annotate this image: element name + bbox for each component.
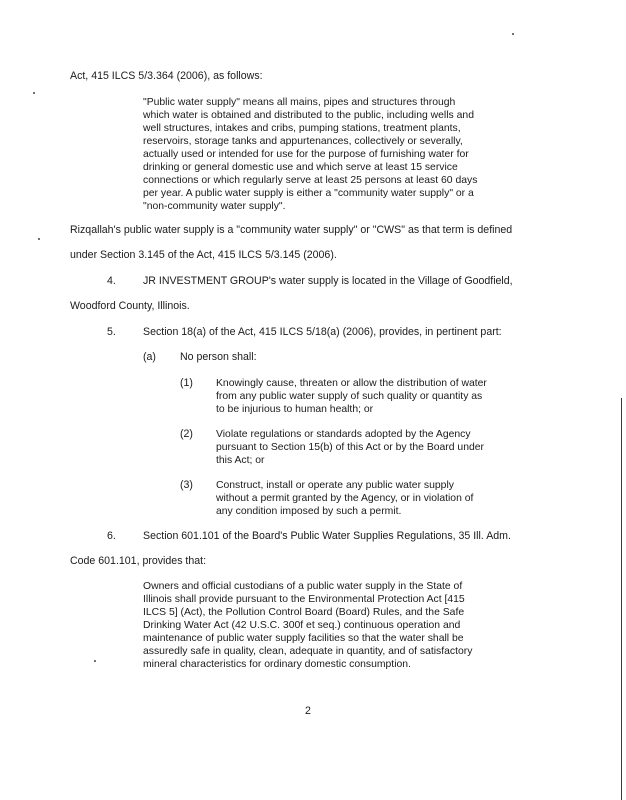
paragraph-4-line: Woodford County, Illinois. — [70, 300, 190, 312]
paragraph-5-line: Section 18(a) of the Act, 415 ILCS 5/18(a) (2006), provides, in pertinent part: — [143, 326, 502, 338]
regulation-quote-line: ILCS 5] (Act), the Pollution Control Board (Board) Rules, and the Safe — [143, 607, 465, 618]
item-line: Construct, install or operate any public water supply — [216, 480, 454, 491]
definition-quote-line: "non-community water supply". — [143, 201, 286, 212]
regulation-quote-line: Owners and official custodians of a public water supply in the State of — [143, 581, 463, 592]
page-number: 2 — [305, 705, 311, 717]
paragraph-number: 5. — [107, 326, 116, 338]
cws-paragraph-line: under Section 3.145 of the Act, 415 ILCS 5/3.145 (2006). — [70, 249, 337, 261]
paragraph-4-line: JR INVESTMENT GROUP's water supply is located in the Village of Goodfield, — [143, 275, 513, 287]
scan-speck — [38, 238, 40, 240]
scan-speck — [33, 92, 35, 94]
paragraph-number: 4. — [107, 275, 116, 287]
item-line: this Act; or — [216, 455, 265, 466]
item-line: Violate regulations or standards adopted by the Agency — [216, 429, 471, 440]
item-line: without a permit granted by the Agency, or in violation of — [216, 493, 474, 504]
item-number: (2) — [180, 428, 193, 440]
item-line: from any public water supply of such quality or quantity as — [216, 391, 483, 402]
definition-quote-line: well structures, intakes and cribs, pumping stations, treatment plants, — [143, 123, 461, 134]
regulation-quote-line: mineral characteristics for ordinary domestic consumption. — [143, 659, 411, 670]
intro-line: Act, 415 ILCS 5/3.364 (2006), as follows: — [70, 70, 263, 82]
regulation-quote-line: Illinois shall provide pursuant to the Environmental Protection Act [415 — [143, 594, 465, 605]
regulation-quote-line: maintenance of public water supply facilities so that the water shall be — [143, 633, 464, 644]
regulation-quote-line: assuredly safe in quality, clean, adequate in quantity, and of satisfactory — [143, 646, 473, 657]
item-number: (3) — [180, 479, 193, 491]
definition-quote-line: connections or which regularly serve at least 25 persons at least 60 days — [143, 175, 478, 186]
scan-speck — [512, 33, 514, 35]
subsection-text: No person shall: — [180, 351, 257, 363]
definition-quote-line: reservoirs, storage tanks and appurtenances, collectively or severally, — [143, 136, 463, 147]
definition-quote-line: per year. A public water supply is either a "community water supply" or a — [143, 188, 474, 199]
item-line: pursuant to Section 15(b) of this Act or by the Board under — [216, 442, 485, 453]
definition-quote-line: "Public water supply" means all mains, pipes and structures through — [143, 97, 456, 108]
regulation-quote-line: Drinking Water Act (42 U.S.C. 300f et seq.) continuous operation and — [143, 620, 461, 631]
scan-speck — [94, 660, 96, 662]
scan-edge-line — [621, 398, 622, 800]
item-line: Knowingly cause, threaten or allow the distribution of water — [216, 378, 487, 389]
cws-paragraph-line: Rizqallah's public water supply is a "community water supply" or "CWS" as that term is defined — [70, 224, 513, 236]
definition-quote-line: actually used or intended for use for the purpose of furnishing water for — [143, 149, 469, 160]
definition-quote-line: which water is obtained and distributed to the public, including wells and — [143, 110, 474, 121]
subsection-label: (a) — [143, 351, 156, 363]
paragraph-6-line: Section 601.101 of the Board's Public Water Supplies Regulations, 35 Ill. Adm. — [143, 530, 511, 542]
definition-quote-line: drinking or general domestic use and which serve at least 15 service — [143, 162, 458, 173]
paragraph-6-line: Code 601.101, provides that: — [70, 555, 207, 567]
item-line: to be injurious to human health; or — [216, 404, 374, 415]
item-line: any condition imposed by such a permit. — [216, 506, 402, 517]
item-number: (1) — [180, 377, 193, 389]
paragraph-number: 6. — [107, 530, 116, 542]
